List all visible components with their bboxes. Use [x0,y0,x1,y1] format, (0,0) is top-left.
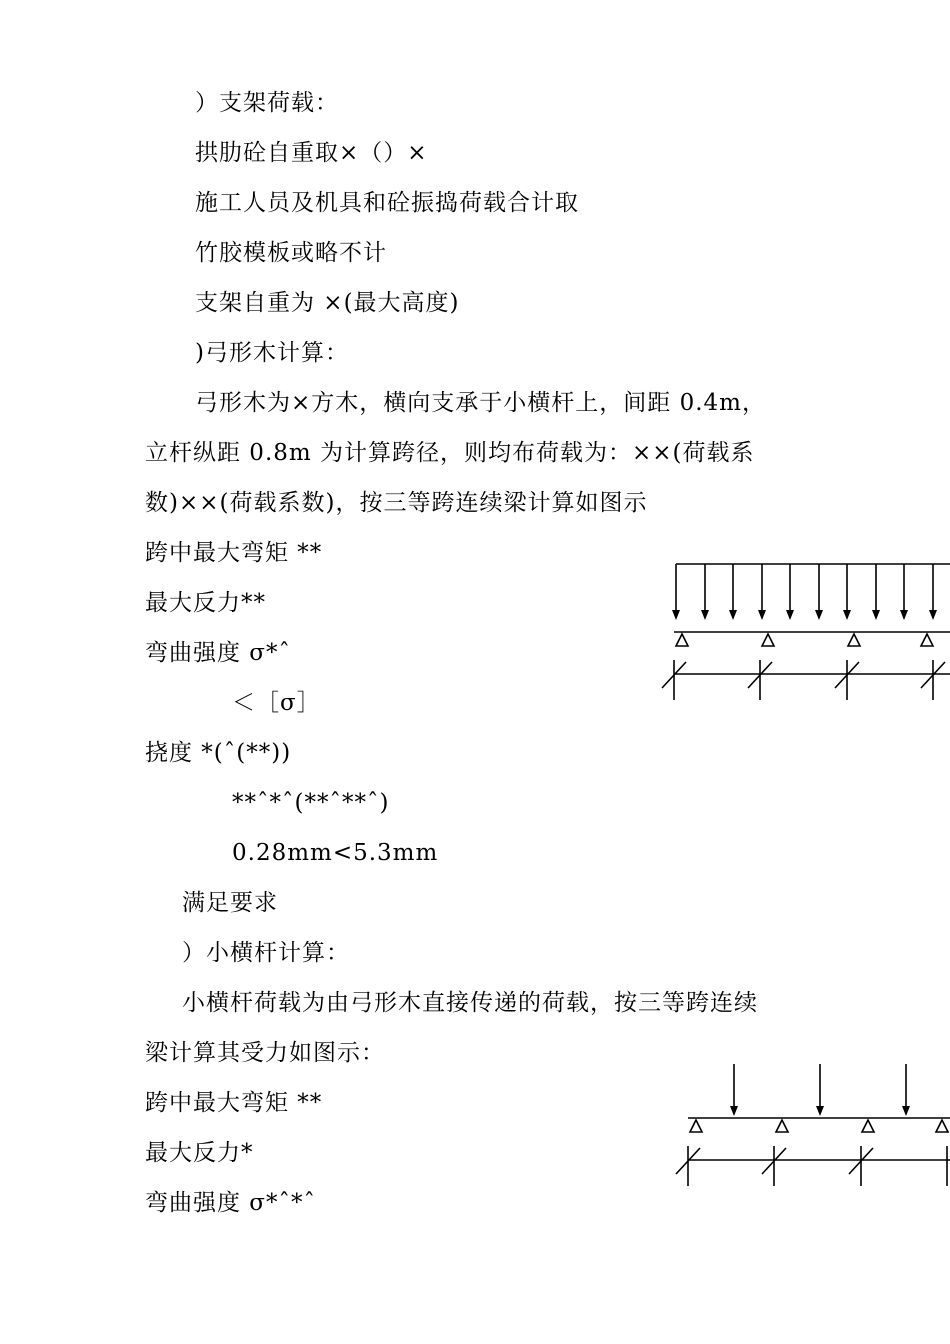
requirement-met-line: 满足要求 [182,890,278,916]
max-moment-line-1: 跨中最大弯矩 ** [145,540,323,566]
supports [676,634,933,646]
deflection-formula-line: **ˆ*ˆ(**ˆ**ˆ) [232,790,390,816]
crossbar-paragraph-line-1: 小横杆荷载为由弓形木直接传递的荷载，按三等跨连续 [182,990,758,1016]
dimension-line [662,660,950,700]
bending-strength-line-2: 弯曲强度 σ*ˆ*ˆ [145,1190,317,1216]
allowable-stress-line: ＜［σ］ [232,690,321,716]
point-load-arrows [730,1064,910,1116]
arch-rib-self-weight-line: 拱肋砼自重取×（）× [195,140,428,166]
section-crossbar-heading: ）小横杆计算： [182,940,350,966]
point-load-beam-diagram [674,1060,950,1190]
supports [690,1120,948,1132]
max-reaction-line-2: 最大反力* [145,1140,254,1166]
construction-load-line: 施工人员及机具和砼振捣荷载合计取 [195,190,579,216]
bow-wood-paragraph-line-1: 弓形木为×方木，横向支承于小横杆上，间距 0.4m， [195,390,766,416]
deflection-result-line: 0.28mm<5.3mm [232,840,439,866]
crossbar-paragraph-line-2: 梁计算其受力如图示： [145,1040,385,1066]
bow-wood-paragraph-line-3: 数)××(荷载系数)，按三等跨连续梁计算如图示 [145,490,648,516]
max-reaction-line-1: 最大反力** [145,590,266,616]
load-arrows [672,564,937,620]
bending-strength-line-1: 弯曲强度 σ*ˆ [145,640,292,666]
distributed-load-beam-diagram [660,560,950,710]
max-moment-line-2: 跨中最大弯矩 ** [145,1090,323,1116]
deflection-line: 挠度 *(ˆ(**)) [145,740,292,766]
bow-wood-paragraph-line-2: 立杆纵距 0.8m 为计算跨径，则均布荷载为：××(荷载系 [145,440,755,466]
bamboo-formwork-line: 竹胶模板或略不计 [195,240,387,266]
support-self-weight-line: 支架自重为 ×(最大高度) [195,290,460,316]
section-bow-wood-heading: )弓形木计算： [195,340,349,366]
dimension-line [676,1146,950,1186]
section-support-load-heading: ）支架荷载： [195,90,339,116]
